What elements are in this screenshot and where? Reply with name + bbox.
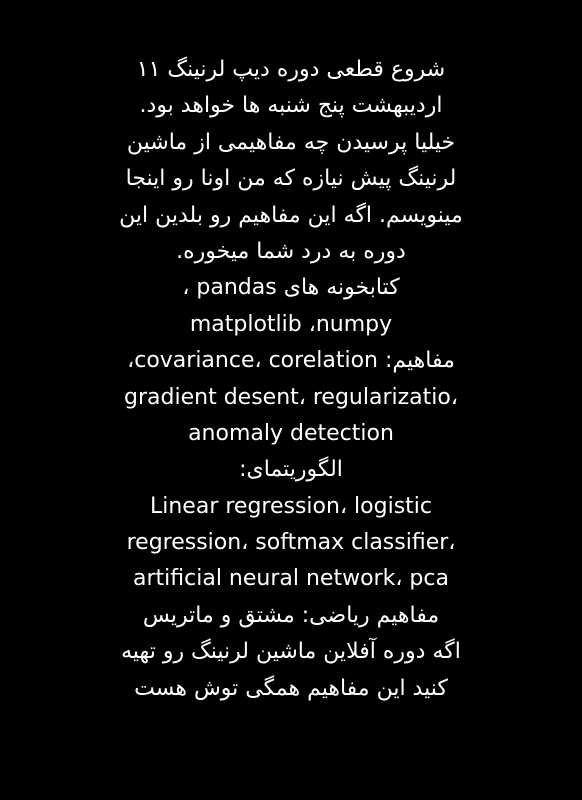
text-line: الگوریتمای: — [239, 457, 343, 483]
text-line: مفاهیم ریاضی: مشتق و ماتریس — [142, 602, 440, 628]
text-line: کتابخونه های pandas ، — [182, 275, 400, 301]
text-line: anomaly detection — [188, 420, 394, 446]
text-line: اردیبهشت پنج شنبه ها خواهد بود. — [139, 93, 443, 119]
text-line: regression، softmax classifier، — [126, 530, 456, 556]
text-line: دوره به درد شما میخوره. — [176, 238, 406, 264]
text-line: gradient desent، regularizatio، — [124, 384, 458, 410]
text-line: اگه دوره آفلاین ماشین لرنینگ رو تهیه — [121, 639, 461, 665]
text-line: خیلیا پرسیدن چه مفاهیمی از ماشین — [126, 129, 456, 155]
text-line: matplotlib ،numpy — [189, 311, 393, 337]
text-line: لرنینگ پیش نیازه که من اونا رو اینجا — [125, 166, 457, 192]
post-text — [60, 52, 522, 707]
text-line: artificial neural network، pca — [133, 566, 449, 592]
text-line: مینویسم. اگه این مفاهیم رو بلدین این — [119, 202, 463, 228]
text-line: کنید این مفاهیم همگی توش هست — [134, 675, 448, 701]
text-line: شروع قطعی دوره دیپ لرنینگ ۱۱ — [136, 57, 446, 82]
text-line: Linear regression، logistic — [149, 493, 432, 519]
text-line: مفاهیم: covariance، corelation، — [127, 348, 455, 374]
